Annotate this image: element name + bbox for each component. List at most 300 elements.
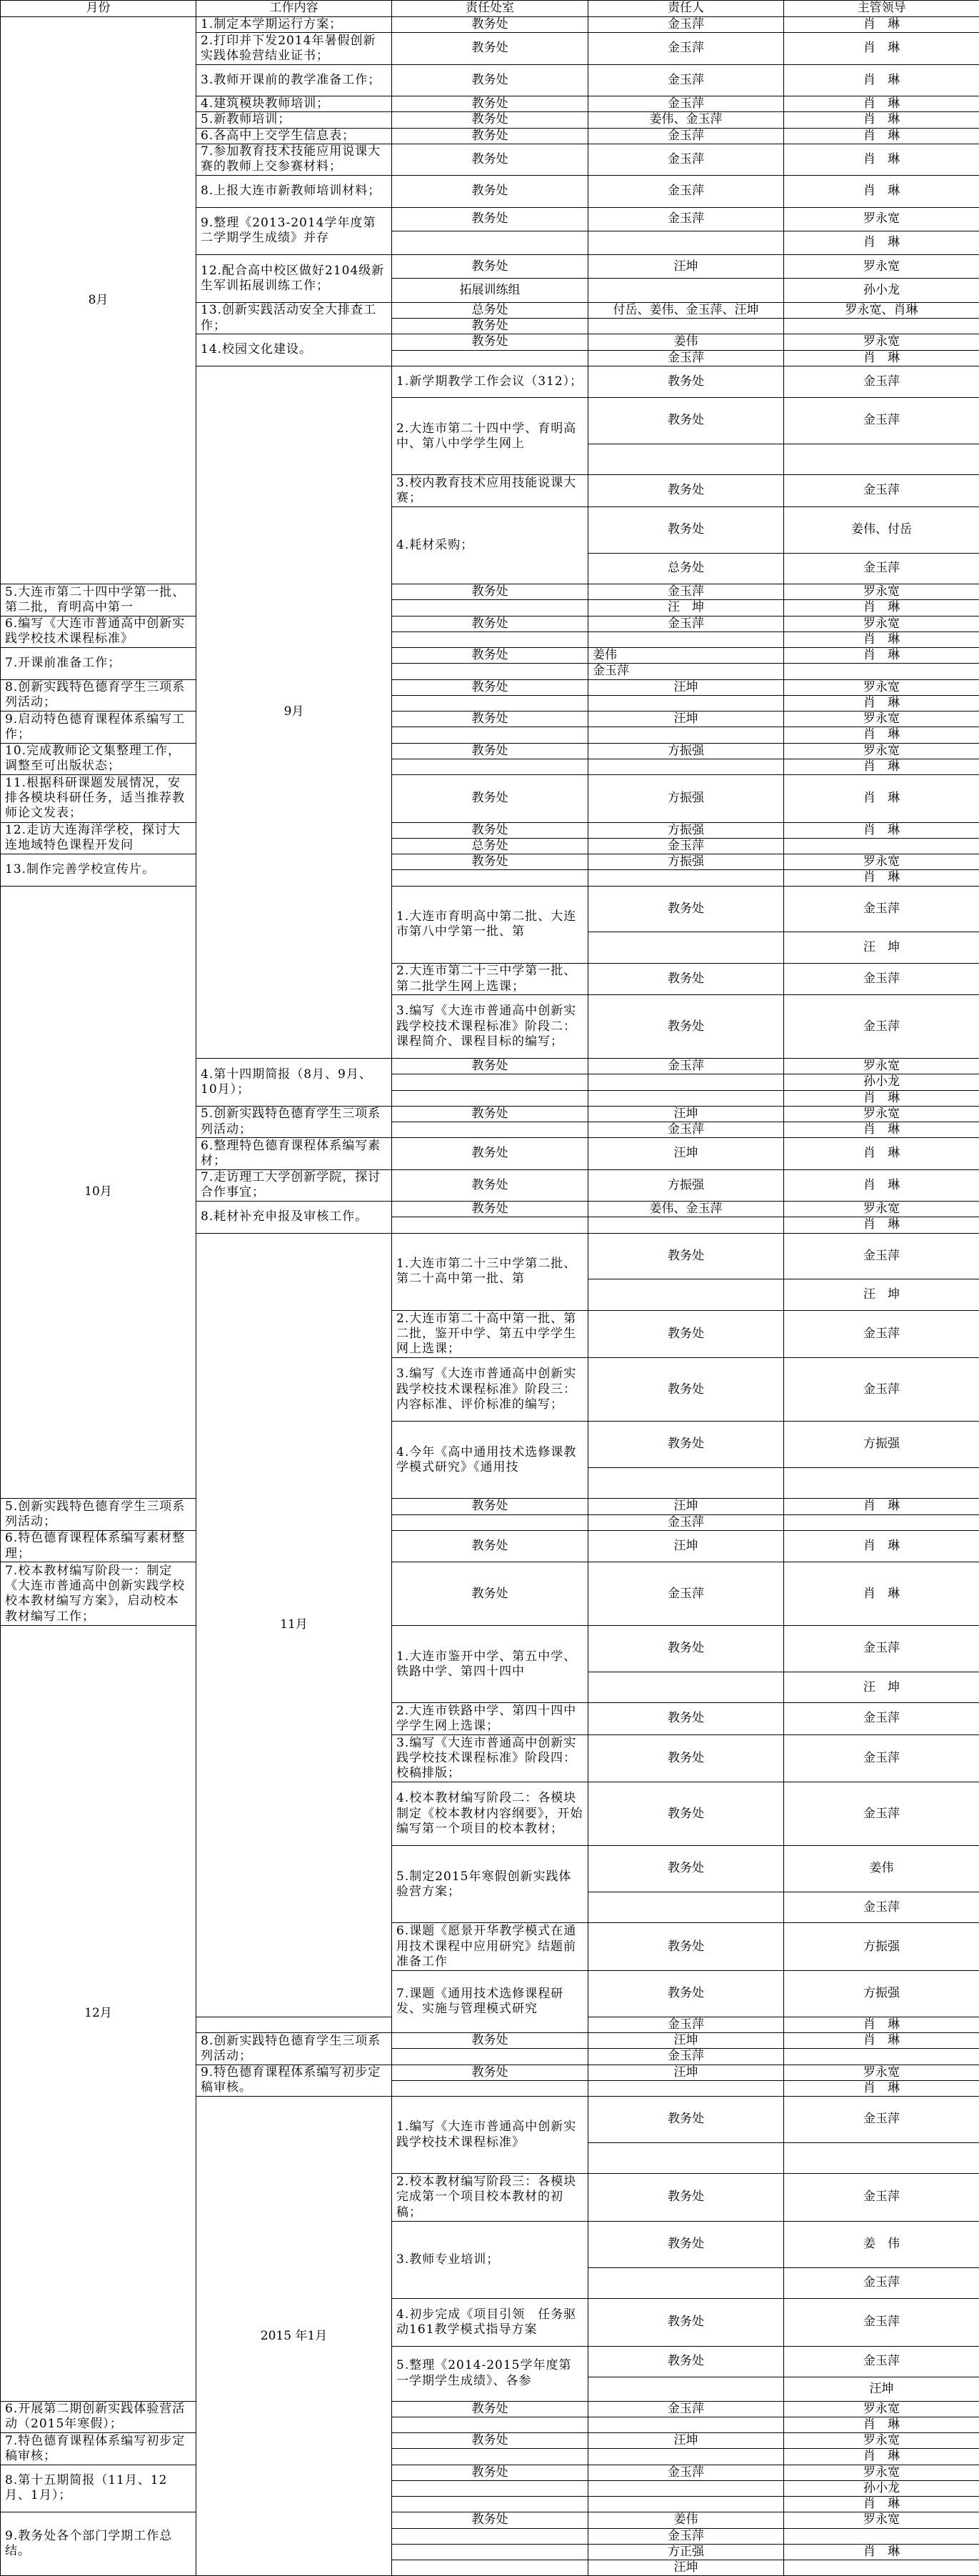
leader-cell — [784, 664, 979, 679]
month-cell: 2015 年1月 — [196, 2097, 392, 2576]
person-cell: 金玉萍 — [784, 995, 979, 1059]
dept-cell: 教务处 — [392, 743, 588, 759]
person-cell: 汪坤 — [588, 2033, 784, 2049]
person-cell: 金玉萍 — [784, 366, 979, 397]
dept-cell: 教务处 — [588, 1846, 784, 1892]
person-cell: 金玉萍 — [588, 207, 784, 231]
table-row — [1, 886, 979, 932]
leader-cell — [784, 1514, 979, 1530]
dept-cell: 教务处 — [392, 1202, 588, 1217]
month-cell: 8月 — [1, 17, 196, 584]
dept-cell: 教务处 — [392, 2065, 588, 2080]
dept-cell: 拓展训练组 — [392, 279, 588, 302]
table-row — [1, 1626, 979, 1672]
person-cell: 方振强 — [588, 854, 784, 870]
dept-cell — [392, 1074, 588, 1090]
dept-cell: 教务处 — [588, 1734, 784, 1782]
leader-cell: 肖 琳 — [784, 1122, 979, 1138]
leader-cell: 肖 琳 — [784, 1499, 979, 1514]
leader-cell: 肖 琳 — [784, 759, 979, 774]
person-cell — [588, 279, 784, 302]
person-cell: 金玉萍 — [588, 2528, 784, 2544]
dept-cell: 教务处 — [588, 1310, 784, 1358]
person-cell — [784, 444, 979, 475]
task-cell: 2.大连市第二十三中学第一批、第二批学生网上选课； — [392, 963, 588, 994]
person-cell: 金玉萍 — [784, 963, 979, 994]
person-cell: 金玉萍 — [784, 1310, 979, 1358]
person-cell: 金玉萍 — [588, 1059, 784, 1074]
dept-cell — [588, 1672, 784, 1703]
dept-cell: 教务处 — [392, 33, 588, 64]
person-cell: 金玉萍 — [588, 2401, 784, 2417]
task-cell: 5.大连市第二十四中学第一批、第二批，育明高中第一 — [1, 584, 196, 616]
table-row — [1, 743, 979, 759]
dept-cell: 教务处 — [588, 995, 784, 1059]
person-cell: 方振强 — [588, 743, 784, 759]
dept-cell: 教务处 — [392, 584, 588, 600]
dept-cell: 教务处 — [392, 822, 588, 838]
table-row — [1, 822, 979, 838]
person-cell: 汪坤 — [588, 1530, 784, 1562]
person-cell: 金玉萍 — [588, 96, 784, 112]
dept-cell — [588, 2267, 784, 2299]
table-row — [1, 17, 979, 33]
task-cell: 2.大连市第二十高中第一批、第二批，鉴开中学、第五中学学生网上选课； — [392, 1310, 588, 1358]
task-cell: 1.编写《大连市普通高中创新实践学校技术课程标准》 — [392, 2097, 588, 2174]
person-cell: 金玉萍 — [588, 2017, 784, 2032]
leader-cell: 罗永宽 — [784, 679, 979, 695]
dept-cell — [392, 2497, 588, 2512]
task-cell: 1.大连市育明高中第二批、大连市第八中学第一批、第 — [392, 886, 588, 963]
dept-cell: 教务处 — [392, 1499, 588, 1514]
dept-cell: 教务处 — [588, 1626, 784, 1672]
person-cell: 金玉萍 — [588, 584, 784, 600]
person-cell: 金玉萍 — [588, 616, 784, 631]
dept-cell — [588, 1892, 784, 1923]
leader-cell — [784, 838, 979, 854]
task-cell: 5.制定2015年寒假创新实践体验营方案； — [392, 1846, 588, 1923]
leader-cell: 罗永宽 — [784, 2401, 979, 2417]
person-cell: 金玉萍 — [588, 128, 784, 144]
task-cell: 2.大连市铁路中学、第四十四中学学生网上选课； — [392, 1703, 588, 1734]
dept-cell: 教务处 — [588, 398, 784, 444]
task-cell: 4.第十四期简报（8月、9月、10月）； — [196, 1059, 392, 1107]
leader-cell: 肖 琳 — [784, 231, 979, 254]
task-cell: 8.耗材补充申报及审核工作。 — [196, 1202, 392, 1234]
leader-cell: 罗永宽 — [784, 2065, 979, 2080]
dept-cell: 教务处 — [392, 1138, 588, 1169]
dept-cell — [588, 1467, 784, 1499]
task-cell: 2.打印并下发2014年暑假创新实践体验营结业证书； — [196, 33, 392, 64]
task-cell: 5.新教师培训； — [196, 112, 392, 128]
task-cell: 8.创新实践特色德育学生三项系列活动； — [1, 679, 196, 712]
header-dept: 责任处室 — [392, 1, 588, 17]
dept-cell: 教务处 — [588, 1703, 784, 1734]
person-cell: 金玉萍 — [784, 2346, 979, 2377]
dept-cell: 教务处 — [588, 2221, 784, 2267]
task-cell: 5.创新实践特色德育学生三项系列活动； — [1, 1499, 196, 1531]
leader-cell: 肖 琳 — [784, 2080, 979, 2096]
person-cell: 金玉萍 — [588, 2049, 784, 2065]
person-cell: 姜伟、付岳 — [784, 506, 979, 553]
person-cell: 金玉萍 — [588, 176, 784, 207]
task-cell: 9.整理《2013-2014学年度第二学期学生成绩》并存 — [196, 207, 392, 255]
leader-cell: 肖 琳 — [784, 775, 979, 823]
dept-cell: 教务处 — [392, 1106, 588, 1122]
task-cell: 6.各高中上交学生信息表； — [196, 128, 392, 144]
person-cell: 金玉萍 — [784, 1358, 979, 1422]
dept-cell — [588, 2142, 784, 2174]
person-cell — [588, 231, 784, 254]
task-cell: 7.特色德育课程体系编写初步定稿审核； — [1, 2433, 196, 2465]
dept-cell: 教务处 — [588, 1782, 784, 1846]
person-cell: 金玉萍 — [784, 2267, 979, 2299]
person-cell: 汪 坤 — [784, 1279, 979, 1311]
person-cell: 金玉萍 — [588, 1122, 784, 1138]
person-cell: 姜伟 — [588, 2512, 784, 2528]
leader-cell: 罗永宽 — [784, 1059, 979, 1074]
header-month: 月份 — [1, 1, 196, 17]
dept-cell: 教务处 — [588, 2174, 784, 2222]
leader-cell: 肖 琳 — [784, 822, 979, 838]
dept-cell: 教务处 — [392, 128, 588, 144]
person-cell: 金玉萍 — [588, 144, 784, 175]
leader-cell: 罗永宽 — [784, 255, 979, 279]
table-row — [1, 616, 979, 631]
leader-cell: 肖 琳 — [784, 2449, 979, 2465]
person-cell: 金玉萍 — [588, 838, 784, 854]
task-cell: 6.开展第二期创新实践体验营活动（2015年寒假）； — [1, 2401, 196, 2433]
dept-cell: 教务处 — [588, 886, 784, 932]
person-cell — [588, 1090, 784, 1106]
header-leader: 主管领导 — [784, 1, 979, 17]
month-cell: 10月 — [1, 886, 196, 1499]
task-cell: 5.创新实践特色德育学生三项系列活动； — [196, 1106, 392, 1138]
person-cell: 姜伟 — [784, 1846, 979, 1892]
leader-cell: 罗永宽 — [784, 616, 979, 631]
dept-cell: 教务处 — [588, 963, 784, 994]
dept-cell — [392, 870, 588, 886]
leader-cell: 罗永宽 — [784, 1202, 979, 1217]
person-cell: 汪 坤 — [784, 932, 979, 964]
dept-cell: 教务处 — [392, 2033, 588, 2049]
dept-cell: 教务处 — [392, 319, 588, 334]
leader-cell: 肖 琳 — [784, 1217, 979, 1233]
person-cell: 汪坤 — [588, 2065, 784, 2080]
task-cell: 1.新学期教学工作会议（312）； — [392, 366, 588, 397]
person-cell: 汪坤 — [588, 1138, 784, 1169]
leader-cell: 罗永宽 — [784, 207, 979, 231]
dept-cell: 教务处 — [392, 255, 588, 279]
dept-cell: 教务处 — [392, 112, 588, 128]
leader-cell: 罗永宽 — [784, 334, 979, 350]
person-cell: 汪 坤 — [784, 1672, 979, 1703]
dept-cell: 教务处 — [588, 2097, 784, 2143]
dept-cell — [392, 2080, 588, 2096]
task-cell: 8.上报大连市新教师培训材料； — [196, 176, 392, 207]
dept-cell: 总务处 — [588, 553, 784, 584]
task-cell: 1.大连市第二十三中学第二批、第二十高中第一批、第 — [392, 1233, 588, 1310]
leader-cell: 罗永宽 — [784, 743, 979, 759]
dept-cell: 教务处 — [588, 2346, 784, 2377]
task-cell: 9.特色德育课程体系编写初步定稿审核。 — [196, 2065, 392, 2097]
person-cell: 姜伟、金玉萍 — [588, 1202, 784, 1217]
task-cell: 1.制定本学期运行方案； — [196, 17, 392, 33]
dept-cell: 教务处 — [392, 334, 588, 350]
task-cell: 9.启动特色德育课程体系编写工作； — [1, 712, 196, 744]
leader-cell: 罗永宽 — [784, 854, 979, 870]
person-cell: 金玉萍 — [784, 2097, 979, 2143]
task-cell: 7.课题《通用技术选修课程研发、实施与管理模式研究 — [392, 1971, 588, 2033]
person-cell — [588, 1217, 784, 1233]
task-cell: 7.走访理工大学创新学院，探讨合作事宜； — [196, 1169, 392, 1201]
dept-cell — [392, 1514, 588, 1530]
person-cell — [588, 319, 784, 334]
leader-cell: 肖 琳 — [784, 648, 979, 664]
task-cell: 2.大连市第二十四中学、育明高中、第八中学学生网上 — [392, 398, 588, 475]
person-cell: 姜 伟 — [784, 2221, 979, 2267]
person-cell — [588, 695, 784, 711]
dept-cell: 教务处 — [392, 854, 588, 870]
leader-cell: 肖 琳 — [784, 128, 979, 144]
leader-cell: 肖 琳 — [784, 631, 979, 647]
leader-cell: 肖 琳 — [784, 1562, 979, 1626]
dept-cell — [588, 1279, 784, 1311]
dept-cell — [392, 1090, 588, 1106]
person-cell: 方振强 — [588, 1169, 784, 1201]
dept-cell — [392, 600, 588, 616]
person-cell: 方振强 — [588, 775, 784, 823]
dept-cell: 教务处 — [392, 648, 588, 664]
task-cell: 6.课题《愿景开华教学模式在通用技术课程中应用研究》结题前准备工作 — [392, 1923, 588, 1971]
dept-cell — [392, 1122, 588, 1138]
task-cell: 13.制作完善学校宣传片。 — [1, 854, 196, 887]
table-row — [1, 775, 979, 823]
person-cell: 金玉萍 — [588, 350, 784, 366]
dept-cell — [588, 444, 784, 475]
dept-cell — [392, 2560, 588, 2576]
task-cell: 6.编写《大连市普通高中创新实践学校技术课程标准》 — [1, 616, 196, 648]
dept-cell: 教务处 — [392, 712, 588, 727]
leader-cell: 罗永宽 — [784, 712, 979, 727]
table-row — [1, 2433, 979, 2449]
table-row — [1, 2465, 979, 2480]
leader-cell: 肖 琳 — [784, 64, 979, 96]
task-cell: 6.整理特色德育课程体系编写素材； — [196, 1138, 392, 1169]
person-cell: 姜伟 — [588, 334, 784, 350]
table-row — [1, 648, 979, 664]
task-cell: 8.创新实践特色德育学生三项系列活动； — [196, 2033, 392, 2065]
leader-cell: 肖 琳 — [784, 350, 979, 366]
dept-cell: 教务处 — [392, 2433, 588, 2449]
dept-cell — [588, 932, 784, 964]
table-row — [1, 1562, 979, 1626]
table-row — [1, 584, 979, 600]
leader-cell — [784, 319, 979, 334]
leader-cell: 肖 琳 — [784, 2497, 979, 2512]
leader-cell: 肖 琳 — [784, 1090, 979, 1106]
person-cell: 金玉萍 — [784, 1782, 979, 1846]
dept-cell: 教务处 — [588, 1422, 784, 1468]
task-cell: 5.整理《2014-2015学年度第一学期学生成绩》、各参 — [392, 2346, 588, 2401]
task-cell: 7.校本教材编写阶段一：制定《大连市普通高中创新实践学校校本教材编写方案》，启动校本教材编写工作； — [1, 1562, 196, 1626]
leader-cell: 罗永宽 — [784, 2512, 979, 2528]
leader-cell: 肖 琳 — [784, 33, 979, 64]
task-cell: 3.编写《大连市普通高中创新实践学校技术课程标准》阶段二：课程简介、课程目标的编写； — [392, 995, 588, 1059]
person-cell: 方正强 — [588, 2544, 784, 2560]
person-cell: 金玉萍 — [784, 1233, 979, 1279]
dept-cell: 教务处 — [392, 2401, 588, 2417]
person-cell: 汪坤 — [588, 712, 784, 727]
person-cell — [588, 631, 784, 647]
leader-cell: 肖 琳 — [784, 1138, 979, 1169]
dept-cell — [392, 664, 588, 679]
task-cell: 13.创新实践活动安全大排查工作； — [196, 302, 392, 334]
task-cell: 3.校内教育技术应用技能说课大赛； — [392, 475, 588, 506]
dept-cell — [392, 2544, 588, 2560]
table-row — [1, 2401, 979, 2417]
leader-cell: 肖 琳 — [784, 112, 979, 128]
dept-cell: 教务处 — [392, 96, 588, 112]
task-cell: 2.校本教材编写阶段三：各模块完成第一个项目校本教材的初稿； — [392, 2174, 588, 2222]
task-cell: 7.参加教育技术技能应用说课大赛的教师上交参赛材料； — [196, 144, 392, 175]
person-cell — [588, 759, 784, 774]
person-cell: 金玉萍 — [588, 1514, 784, 1530]
person-cell: 汪 坤 — [588, 600, 784, 616]
month-cell: 11月 — [196, 1233, 392, 2017]
task-cell: 10.完成教师论文集整理工作，调整至可出版状态； — [1, 743, 196, 775]
leader-cell — [784, 2528, 979, 2544]
leader-cell: 罗永宽 — [784, 584, 979, 600]
person-cell: 金玉萍 — [784, 475, 979, 506]
dept-cell: 教务处 — [392, 616, 588, 631]
person-cell: 汪坤 — [588, 679, 784, 695]
dept-cell: 总务处 — [392, 838, 588, 854]
person-cell: 汪坤 — [588, 2560, 784, 2576]
task-cell: 14.校园文化建设。 — [196, 334, 392, 366]
dept-cell: 教务处 — [392, 17, 588, 33]
leader-cell: 肖 琳 — [784, 600, 979, 616]
table-row — [1, 1530, 979, 1562]
person-cell: 金玉萍 — [588, 2465, 784, 2480]
person-cell: 方振强 — [588, 822, 784, 838]
person-cell — [784, 1467, 979, 1499]
table-header — [1, 1, 979, 17]
dept-cell: 教务处 — [588, 2299, 784, 2347]
person-cell: 金玉萍 — [784, 398, 979, 444]
task-cell: 8.第十五期简报（11月、12月、1月）； — [1, 2465, 196, 2512]
person-cell: 汪坤 — [588, 2433, 784, 2449]
leader-cell: 肖 琳 — [784, 1169, 979, 1201]
leader-cell: 肖 琳 — [784, 2017, 979, 2032]
table-row — [1, 2512, 979, 2528]
person-cell — [588, 2449, 784, 2465]
leader-cell: 肖 琳 — [784, 2417, 979, 2432]
dept-cell — [196, 2017, 392, 2032]
dept-cell: 教务处 — [392, 176, 588, 207]
person-cell — [588, 870, 784, 886]
person-cell — [588, 2480, 784, 2496]
leader-cell: 肖 琳 — [784, 2544, 979, 2560]
person-cell: 汪坤 — [588, 1499, 784, 1514]
dept-cell — [392, 2449, 588, 2465]
leader-cell: 肖 琳 — [784, 727, 979, 743]
task-cell: 12.配合高中校区做好2104级新生军训拓展训练工作； — [196, 255, 392, 303]
person-cell — [588, 727, 784, 743]
person-cell: 付岳、姜伟、金玉萍、汪坤 — [588, 302, 784, 318]
task-cell: 4.初步完成《项目引领 任务驱动161教学模式指导方案 — [392, 2299, 588, 2347]
dept-cell — [392, 231, 588, 254]
person-cell: 汪坤 — [784, 2377, 979, 2401]
dept-cell — [392, 2417, 588, 2432]
dept-cell — [588, 2377, 784, 2401]
person-cell — [588, 1074, 784, 1090]
task-cell: 7.开课前准备工作； — [1, 648, 196, 680]
dept-cell: 教务处 — [588, 366, 784, 397]
leader-cell: 肖 琳 — [784, 695, 979, 711]
person-cell: 金玉萍 — [784, 886, 979, 932]
task-cell: 3.编写《大连市普通高中创新实践学校技术课程标准》阶段三：内容标准、评价标准的编写； — [392, 1358, 588, 1422]
leader-cell: 肖 琳 — [784, 96, 979, 112]
dept-cell: 教务处 — [588, 1923, 784, 1971]
person-cell: 金玉萍 — [784, 1703, 979, 1734]
person-cell: 金玉萍 — [588, 33, 784, 64]
dept-cell: 教务处 — [392, 1059, 588, 1074]
dept-cell: 教务处 — [588, 475, 784, 506]
dept-cell: 教务处 — [588, 1358, 784, 1422]
dept-cell: 教务处 — [392, 1530, 588, 1562]
leader-cell: 肖 琳 — [784, 1530, 979, 1562]
task-cell: 12.走访大连海洋学校，探讨大连地域特色课程开发问 — [1, 822, 196, 854]
dept-cell — [392, 1217, 588, 1233]
dept-cell — [392, 2480, 588, 2496]
task-cell: 6.特色德育课程体系编写素材整理； — [1, 1530, 196, 1562]
dept-cell: 教务处 — [392, 2465, 588, 2480]
table-row — [1, 679, 979, 695]
leader-cell: 肖 琳 — [784, 2033, 979, 2049]
person-cell: 汪坤 — [588, 1106, 784, 1122]
leader-cell: 罗永宽 — [784, 2433, 979, 2449]
table-body — [1, 17, 979, 2576]
leader-cell: 肖 琳 — [784, 17, 979, 33]
leader-cell: 罗永宽 — [784, 2465, 979, 2480]
header-task: 工作内容 — [196, 1, 392, 17]
dept-cell — [392, 727, 588, 743]
person-cell: 金玉萍 — [588, 1562, 784, 1626]
person-cell: 姜伟 — [588, 648, 784, 664]
task-cell: 4.耗材采购； — [392, 506, 588, 584]
leader-cell: 罗永宽、肖琳 — [784, 302, 979, 318]
dept-cell — [392, 695, 588, 711]
dept-cell: 教务处 — [392, 679, 588, 695]
leader-cell: 肖 琳 — [784, 144, 979, 175]
dept-cell — [392, 631, 588, 647]
dept-cell — [392, 2049, 588, 2065]
person-cell — [588, 2417, 784, 2432]
task-cell: 11.根据科研课题发展情况，安排各模块科研任务，适当推荐教师论文发表； — [1, 775, 196, 823]
leader-cell: 肖 琳 — [784, 176, 979, 207]
task-cell: 9.教务处各个部门学期工作总结。 — [1, 2512, 196, 2576]
person-cell — [588, 2497, 784, 2512]
dept-cell — [392, 2528, 588, 2544]
person-cell — [588, 2080, 784, 2096]
dept-cell: 教务处 — [392, 64, 588, 96]
person-cell — [784, 2142, 979, 2174]
person-cell: 金玉萍 — [588, 17, 784, 33]
task-cell: 1.大连市鉴开中学、第五中学、铁路中学、第四十四中 — [392, 1626, 588, 1703]
leader-cell: 孙小龙 — [784, 2480, 979, 2496]
task-cell: 3.教师专业培训； — [392, 2221, 588, 2298]
